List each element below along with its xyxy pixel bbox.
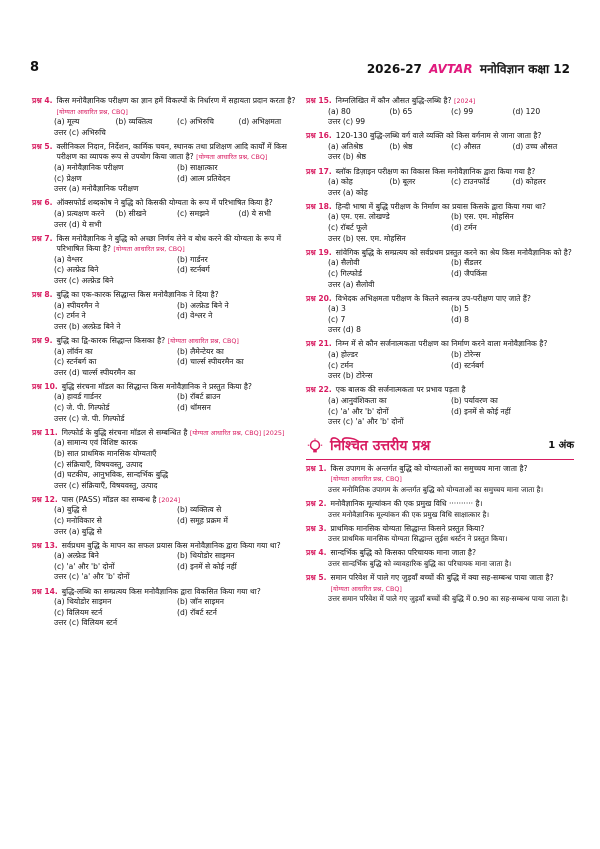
option: (a) लॉर्वन का (54, 346, 93, 356)
question-number: प्रश्न 19. (306, 247, 332, 257)
option: (b) लैमेन्टेयर का (177, 346, 224, 356)
answer (32, 368, 300, 379)
answer-text: उत्तर (d) ये सभी (54, 219, 102, 229)
options (32, 505, 300, 526)
answer (32, 184, 300, 195)
option: (a) होल्डर (328, 350, 358, 360)
option: (a) आनुवंशिकता का (328, 395, 387, 405)
options (32, 163, 300, 184)
question-text: बुद्धि संरचना मॉडल का सिद्धान्त किस मनोवैज्ञानिक ने प्रस्तुत किया है? (61, 381, 252, 391)
option: (d) कोहलर (512, 177, 546, 187)
options (306, 258, 574, 279)
answer (32, 220, 300, 231)
question-number: प्रश्न 1. (306, 463, 327, 473)
answer-text: उत्तर (b) श्रेष्ठ (328, 152, 366, 162)
option: (b) व्यक्तित्व (115, 117, 153, 127)
question-tag: [योग्यता आधारित प्रश्न, CBQ] (330, 584, 402, 593)
question-number: प्रश्न 17. (306, 166, 332, 176)
question-number: प्रश्न 9. (32, 335, 53, 345)
question-item (32, 382, 300, 424)
option: (d) वेश्लर ने (177, 311, 213, 321)
question-number: प्रश्न 3. (306, 523, 327, 533)
answer (306, 188, 574, 199)
question-number: प्रश्न 11. (32, 427, 58, 437)
option: (d) 8 (451, 314, 469, 324)
question-text: विभेदक अभिक्षमता परीक्षण के कितने स्वतन्त्र उप-परीक्षण पाए जाते हैं? (335, 293, 531, 303)
question-text: 120-130 बुद्धि-लब्धि वर्ग वाले व्यक्ति को किस वर्गनाम से जाना जाता है? (335, 131, 542, 141)
question-text-wrap (57, 198, 300, 209)
option: (d) इनमें से कोई नहीं (177, 561, 237, 571)
question-text-wrap (336, 248, 574, 259)
question-item (306, 339, 574, 381)
answer-text: उत्तर प्राथमिक मानसिक योग्यता सिद्धान्त लुईस थर्स्टन ने प्रस्तुत किया। (328, 534, 508, 544)
question-line (32, 336, 300, 347)
options (306, 212, 574, 233)
answer-text: उत्तर (b) टोरेन्स (328, 371, 373, 381)
answer (306, 117, 574, 128)
answer (32, 572, 300, 583)
question-text-wrap (336, 131, 574, 142)
option: (a) कोह (328, 177, 353, 187)
option: (c) टर्मन (328, 360, 354, 370)
options (32, 551, 300, 572)
option: (d) 120 (512, 106, 541, 116)
option: (d) चार्ल्स स्पीयरमैन का (177, 357, 244, 367)
answer-text: उत्तर (c) संक्रियाएँ, विषयवस्तु, उत्पाद (54, 480, 158, 490)
question-text-wrap (331, 499, 574, 510)
option: (c) विलियम स्टर्न (54, 607, 103, 617)
question-number: प्रश्न 6. (32, 198, 53, 208)
question-text: हिन्दी भाषा में बुद्धि परीक्षण के निर्माण का प्रयास किसके द्वारा किया गया था? (335, 201, 546, 211)
options (32, 438, 300, 480)
option: (d) समूह प्रक्रम में (177, 515, 228, 525)
question-line (32, 290, 300, 301)
header-class: कक्षा 12 (528, 62, 570, 76)
question-item (306, 248, 574, 290)
answer-text: उत्तर समान परिवेश में पाले गए जुड़वाँ बच्चों की बुद्धि में 0.90 का सह-सम्बन्ध पाया जाता है। (328, 594, 569, 604)
question-text: प्राथमिक मानसिक योग्यता सिद्धान्त किसने प्रस्तुत किया? (330, 523, 485, 533)
question-number: प्रश्न 15. (306, 96, 332, 105)
question-line (32, 142, 300, 163)
question-text-wrap (62, 587, 300, 598)
answer (306, 534, 574, 545)
answer-text: उत्तर (c) अल्फ्रेड बिने (54, 276, 114, 285)
answer (32, 414, 300, 425)
question-text-wrap (336, 167, 574, 178)
option: (d) टर्मन (451, 223, 477, 233)
question-line (306, 339, 574, 350)
option: (b) 65 (389, 106, 413, 116)
option: (c) अभिरुचि (177, 117, 214, 127)
answer (32, 276, 300, 287)
header-subject: मनोविज्ञान (479, 62, 524, 76)
question-item (32, 587, 300, 629)
answer-text: उत्तर मनोवैज्ञानिक मूल्यांकन की एक प्रमुख विधि साक्षात्कार है। (328, 509, 490, 519)
question-number: प्रश्न 5. (32, 141, 53, 151)
option: (c) संक्रियाएँ, विषयवस्तु, उत्पाद (54, 459, 143, 469)
option: (c) 99 (451, 106, 474, 116)
option: (c) टर्मन ने (54, 311, 86, 321)
option: (d) आत्म प्रतिवेदन (177, 173, 231, 183)
question-item (32, 234, 300, 287)
question-tag: [योग्यता आधारित प्रश्न, CBQ] (330, 475, 402, 484)
brand-logo: AVTAR (429, 62, 473, 76)
option: (b) सात प्राथमिक मानसिक योग्यताएँ (54, 448, 157, 458)
question-line (306, 96, 574, 107)
answer (306, 485, 574, 496)
answer-text: उत्तर (c) विलियम स्टर्न (54, 618, 118, 628)
options (32, 255, 300, 276)
question-number: प्रश्न 13. (32, 540, 58, 550)
question-item (32, 96, 300, 138)
question-text: निम्नलिखित में कौन औसत बुद्धि-लब्धि है? (335, 96, 452, 105)
options (32, 301, 300, 322)
header-year: 2026-27 (366, 62, 422, 76)
question-tag: [योग्यता आधारित प्रश्न, CBQ] (56, 107, 128, 116)
answer (32, 322, 300, 333)
question-line (32, 541, 300, 552)
question-tag: [योग्यता आधारित प्रश्न, CBQ] [2025] (189, 428, 285, 437)
question-item (32, 336, 300, 378)
question-line (306, 548, 574, 559)
question-number: प्रश्न 20. (306, 293, 332, 303)
option: (b) जॉन साइमन (177, 597, 224, 607)
question-text-wrap (331, 573, 574, 594)
answer-text: उत्तर (b) एस. एम. मोहसिन (328, 233, 406, 243)
question-item (306, 499, 574, 520)
question-item (306, 573, 574, 605)
answer (32, 618, 300, 629)
question-text-wrap (57, 290, 300, 301)
question-text: क्लीनिकल निदान, निर्देशन, कार्मिक चयन, स्थानक तथा प्रशिक्षण आदि कार्यों में किस परीक्षण का व्यापक रूप से उपयोग किया जाता है? (56, 141, 287, 162)
answer-text: उत्तर (c) अभिरुचि (54, 127, 106, 137)
question-item (32, 428, 300, 492)
question-text-wrap (62, 495, 300, 506)
option: (a) अतिश्रेष्ठ (328, 141, 363, 151)
answer-text: उत्तर मनोमितिक उपागम के अन्तर्गत बुद्धि को योग्यताओं का समुच्चय माना जाता है। (328, 484, 544, 494)
option: (a) स्पीयरमैन ने (54, 300, 100, 310)
question-tag: [योग्यता आधारित प्रश्न, CBQ] (167, 336, 239, 345)
question-text-wrap (62, 382, 300, 393)
option: (b) पर्यावरण का (451, 395, 498, 405)
question-line (32, 234, 300, 255)
question-line (32, 382, 300, 393)
question-tag: [योग्यता आधारित प्रश्न, CBQ] (196, 153, 268, 162)
option: (b) अल्फ्रेड बिने ने (177, 300, 229, 310)
option: (c) अल्फ्रेड बिने (54, 265, 99, 275)
question-tag: [2024] (158, 495, 181, 504)
question-item (32, 198, 300, 230)
answer-text: उत्तर (c) जे. पी. गिल्फोर्ड (54, 413, 125, 423)
question-line (306, 294, 574, 305)
question-line (32, 587, 300, 598)
question-line (306, 524, 574, 535)
question-text: पास (PASS) मॉडल का सम्बन्ध है (61, 494, 157, 504)
question-number: प्रश्न 7. (32, 233, 53, 243)
answer (306, 559, 574, 570)
answer-text: उत्तर (d) चार्ल्स स्पीयरमैन का (54, 367, 136, 377)
question-text-wrap (57, 234, 300, 255)
option: (a) 3 (328, 304, 346, 314)
question-item (32, 495, 300, 537)
option: (c) औसत (451, 141, 481, 151)
question-text-wrap (336, 202, 574, 213)
question-line (32, 198, 300, 209)
question-text: ब्लॉक डिज़ाइन परीक्षण का विकास किस मनोवैज्ञानिक द्वारा किया गया है? (335, 166, 536, 176)
mcq-list-right (306, 96, 574, 428)
question-text-wrap (57, 142, 300, 163)
question-line (306, 464, 574, 485)
option: (b) एस. एम. मोहसिन (451, 212, 514, 222)
question-number: प्रश्न 4. (32, 96, 53, 105)
option: (a) सैलोवी (328, 258, 360, 268)
option: (c) 7 (328, 314, 346, 324)
answer (32, 128, 300, 139)
question-number: प्रश्न 22. (306, 385, 332, 395)
option: (c) जे. पी. गिल्फोर्ड (54, 403, 110, 413)
options (306, 107, 574, 118)
options (306, 142, 574, 153)
answer-text: उत्तर (c) 'a' और 'b' दोनों (328, 417, 404, 427)
question-text: बुद्धि का एक-कारक सिद्धान्त किस मनोवैज्ञानिक ने दिया है? (56, 290, 219, 300)
lightbulb-icon (306, 438, 324, 456)
option: (c) मनोविकार से (54, 515, 102, 525)
option: (b) सीखने (115, 208, 147, 218)
option: (a) मनोवैज्ञानिक परीक्षण (54, 163, 124, 173)
question-number: प्रश्न 12. (32, 494, 58, 504)
options (32, 209, 300, 220)
option: (a) 80 (328, 106, 351, 116)
question-item (306, 464, 574, 496)
answer-text: उत्तर (a) बुद्धि से (54, 526, 102, 536)
question-line (306, 167, 574, 178)
question-number: प्रश्न 10. (32, 381, 58, 391)
answer (32, 481, 300, 492)
question-text-wrap (57, 96, 300, 117)
answer (306, 280, 574, 291)
option: (b) टोरेन्स (451, 350, 481, 360)
option: (a) थियोडोर साइमन (54, 597, 112, 607)
question-text-wrap (336, 96, 574, 107)
page-header (30, 60, 570, 80)
section-marks: 1 अंक (548, 440, 574, 452)
answer-text: उत्तर सान्दर्भिक बुद्धि को व्यावहारिक बुद्धि का परिचायक माना जाता है। (328, 558, 512, 568)
option: (c) रॉबर्ट फूले (328, 223, 368, 233)
answer-text: उत्तर (d) 8 (328, 325, 361, 335)
question-number: प्रश्न 21. (306, 339, 332, 349)
question-text-wrap (336, 385, 574, 396)
question-line (306, 573, 574, 594)
question-item (306, 96, 574, 128)
question-tag: [2024] (454, 97, 476, 105)
answer-text: उत्तर (a) मनोवैज्ञानिक परीक्षण (54, 184, 139, 194)
answer-text: उत्तर (a) सैलोवी (328, 279, 375, 289)
answer (306, 234, 574, 245)
question-text-wrap (62, 541, 300, 552)
option: (b) बूलर (389, 177, 416, 187)
option: (a) मूल्य (54, 117, 80, 127)
option: (b) थियोडोर साइमन (177, 551, 235, 561)
question-line (306, 202, 574, 213)
answer (306, 594, 574, 605)
question-line (306, 499, 574, 510)
option: (c) 'a' और 'b' दोनों (328, 406, 389, 416)
option: (d) इनमें से कोई नहीं (451, 406, 511, 416)
options (306, 177, 574, 188)
answer (306, 371, 574, 382)
question-line (32, 96, 300, 117)
question-number: प्रश्न 16. (306, 131, 332, 141)
option: (d) जैपकिंस (451, 268, 488, 278)
question-text: किस मनोवैज्ञानिक ने बुद्धि को अच्छा निर्णय लेने व बोध करने की योग्यता के रूप में परिभाषित किया है? (56, 233, 282, 254)
option: (a) हावर्ड गार्डनर (54, 392, 102, 402)
question-item (32, 142, 300, 195)
question-line (306, 248, 574, 259)
question-item (306, 385, 574, 427)
answer (32, 527, 300, 538)
question-text: किस उपागम के अन्तर्गत बुद्धि को योग्यताओं का समुच्चय माना जाता है? (330, 463, 528, 473)
options (32, 392, 300, 413)
option: (c) गिल्फोर्ड (328, 268, 362, 278)
options (32, 347, 300, 368)
question-number: प्रश्न 8. (32, 290, 53, 300)
options (306, 304, 574, 325)
option: (a) बुद्धि से (54, 505, 87, 515)
question-number: प्रश्न 14. (32, 586, 58, 596)
option: (d) उच्च औसत (512, 141, 558, 151)
options (32, 117, 300, 128)
question-item (306, 167, 574, 199)
section-title: निश्चित उत्तरीय प्रश्न (330, 438, 431, 455)
question-number: प्रश्न 2. (306, 499, 327, 508)
question-text-wrap (57, 336, 300, 347)
option: (c) 'a' और 'b' दोनों (54, 561, 115, 571)
question-text-wrap (331, 524, 574, 535)
option: (a) प्रत्यक्षण करने (54, 208, 105, 218)
question-text: निम्न में से कौन सर्जनात्मकता परीक्षण का निर्माण करने वाला मनोवैज्ञानिक है? (335, 339, 548, 349)
question-item (306, 294, 574, 336)
options (306, 350, 574, 371)
question-tag: [योग्यता आधारित प्रश्न, CBQ] (113, 245, 185, 254)
option: (b) रॉबर्ट ब्राउन (177, 392, 221, 402)
question-item (306, 524, 574, 545)
question-text: ऑक्सफोर्ड शब्दकोष ने बुद्धि को किसकी योग्यता के रूप में परिभाषित किया है? (56, 198, 273, 208)
question-text: गिल्फोर्ड के बुद्धि संरचना मॉडल से सम्बन्धित है (61, 427, 188, 437)
question-text-wrap (331, 548, 574, 559)
question-number: प्रश्न 18. (306, 201, 332, 211)
option: (b) गार्डनर (177, 254, 208, 264)
question-item (32, 541, 300, 583)
question-item (306, 548, 574, 569)
short-answer-list (306, 464, 574, 605)
page-number: 8 (30, 60, 40, 75)
right-column (306, 96, 574, 608)
section-header (306, 438, 574, 460)
option: (b) श्रेष्ठ (389, 141, 413, 151)
option: (d) ये सभी (238, 208, 271, 218)
option: (c) प्रेक्षण (54, 173, 82, 183)
answer-text: उत्तर (b) अल्फ्रेड बिने ने (54, 321, 121, 331)
options (32, 597, 300, 618)
question-text: सांवेगिक बुद्धि के सम्प्रत्यय को सर्वप्रथम प्रस्तुत करने का श्रेय किस मनोवैज्ञानिक को है? (335, 247, 572, 257)
question-number: प्रश्न 4. (306, 548, 327, 558)
question-text: बुद्धि-लब्धि का सम्प्रत्यय किस मनोवैज्ञानिक द्वारा विकसित किया गया था? (61, 586, 261, 596)
question-line (306, 385, 574, 396)
question-text-wrap (62, 428, 300, 439)
question-line (32, 428, 300, 439)
option: (a) वेश्लर (54, 254, 83, 264)
option: (d) स्टर्नबर्ग (177, 265, 210, 275)
header-title (367, 60, 570, 77)
answer-text: उत्तर (a) कोह (328, 187, 368, 197)
option: (d) घटकीय, आनुभविक, सान्दर्भिक बुद्धि (54, 470, 169, 480)
question-text: सर्वप्रथम बुद्धि के मापन का सफल प्रयास किस मनोवैज्ञानिक द्वारा किया गया था? (61, 540, 281, 550)
option: (a) सामान्य एवं विशिष्ट कारक (54, 438, 138, 448)
answer (306, 152, 574, 163)
answer (306, 417, 574, 428)
question-text: एक बालक की सर्जनात्मकता पर प्रभाव पड़ता है (335, 385, 466, 395)
question-item (32, 290, 300, 332)
option: (c) टाउनफॉर्ड (451, 177, 490, 187)
question-line (306, 131, 574, 142)
option: (d) अभिक्षमता (238, 117, 282, 127)
option: (b) साक्षात्कार (177, 163, 218, 173)
answer-text: उत्तर (c) 99 (328, 117, 366, 127)
option: (d) स्टर्नबर्ग (451, 360, 484, 370)
answer (306, 325, 574, 336)
option: (b) सैंडलर (451, 258, 482, 268)
question-number: प्रश्न 5. (306, 573, 327, 583)
question-item (306, 202, 574, 244)
question-text: बुद्धि का द्वि-कारक सिद्धान्त किसका है? (56, 335, 166, 345)
answer (306, 510, 574, 521)
option: (d) रॉबर्ट स्टर्न (177, 607, 217, 617)
question-item (306, 131, 574, 163)
options (306, 396, 574, 417)
question-text-wrap (336, 294, 574, 305)
question-text: मनोवैज्ञानिक मूल्यांकन की एक प्रमुख विधि ·········· है। (330, 499, 483, 508)
question-text-wrap (336, 339, 574, 350)
option: (a) अल्फ्रेड बिने (54, 551, 99, 561)
option: (c) स्टर्नबर्ग का (54, 357, 97, 367)
question-text-wrap (331, 464, 574, 485)
option: (b) 5 (451, 304, 469, 314)
question-line (32, 495, 300, 506)
option: (a) एम. एस. लोखण्डे (328, 212, 390, 222)
question-text: सान्दर्भिक बुद्धि को किसका परिचायक माना जाता है? (330, 548, 476, 558)
left-column (32, 96, 300, 632)
question-text: समान परिवेश में पाले गए जुड़वाँ बच्चों की बुद्धि में क्या सह-सम्बन्ध पाया जाता है? (330, 573, 554, 583)
option: (c) समझने (177, 208, 210, 218)
option: (b) व्यक्तित्व से (177, 505, 222, 515)
question-text: किस मनोवैज्ञानिक परीक्षण का ज्ञान हमें विकल्पों के निर्धारण में सहायता प्रदान करता है? (56, 96, 296, 105)
answer-text: उत्तर (c) 'a' और 'b' दोनों (54, 572, 130, 582)
option: (d) थॉमसन (177, 403, 211, 413)
